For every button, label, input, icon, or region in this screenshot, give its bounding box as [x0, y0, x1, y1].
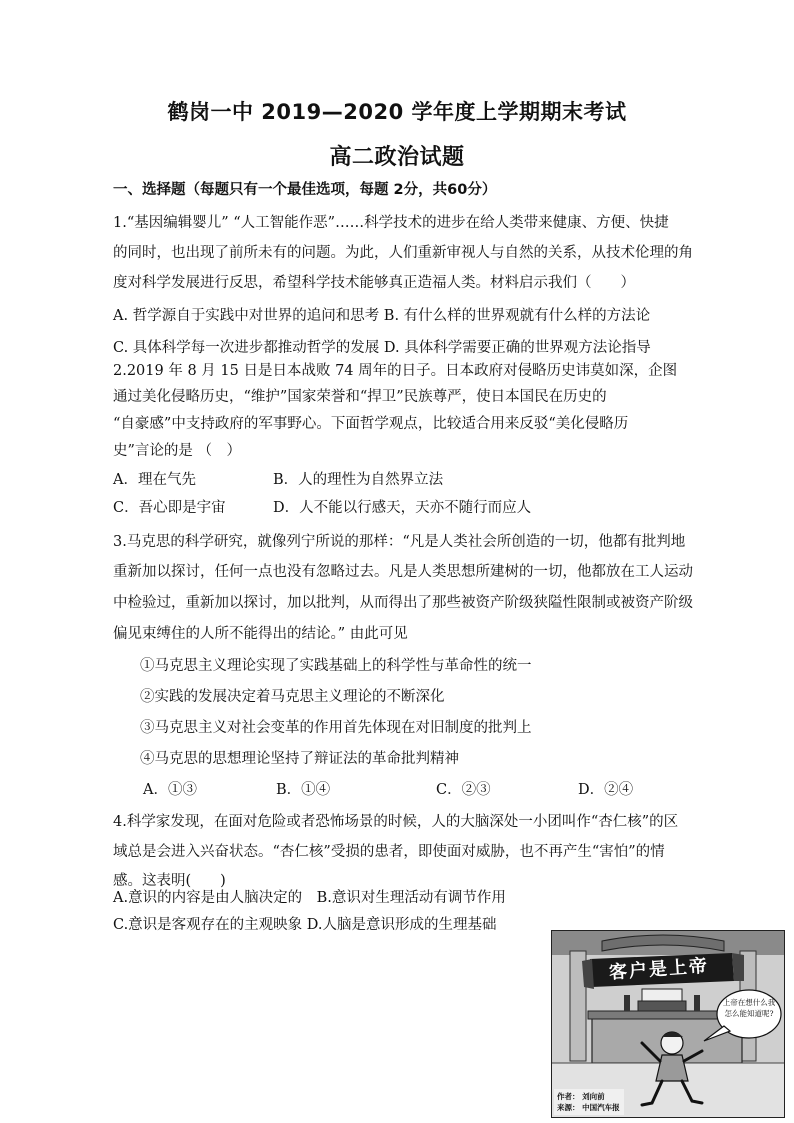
q1-option: C. 具体科学每一次进步都推动哲学的发展 D. 具体科学需要正确的世界观方法论指导: [113, 340, 651, 356]
exam-subtitle: 高二政治试题: [329, 145, 465, 170]
q4-option: C.意识是客观存在的主观映象 D.人脑是意识形成的生理基础: [113, 917, 497, 933]
q3-line: 重新加以探讨，任何一点也没有忽略过去。凡是人类思想所建树的一切，他都放在工人运动: [113, 564, 693, 580]
q2-line: “自豪感”中支持政府的军事野心。下面哲学观点，比较适合用来反驳“美化侵略历: [113, 416, 629, 432]
exam-title: 鹤岗一中 2019—2020 学年度上学期期末考试: [167, 100, 627, 124]
q1-line: 的同时，也出现了前所未有的问题。为此，人们重新审视人与自然的关系，从技术伦理的角: [113, 245, 693, 261]
cartoon-source: 来源： 中国汽车报: [557, 1103, 620, 1112]
q3-line: 中检验过，重新加以探讨，加以批判，从而得出了那些被资产阶级狭隘性限制或被资产阶级: [113, 595, 693, 611]
cartoon-banner: 客户是上帝: [608, 955, 710, 984]
q3-statement: ①马克思主义理论实现了实践基础上的科学性与革命性的统一: [140, 658, 532, 674]
q2-option-b: B．人的理性为自然界立法: [273, 472, 444, 488]
q3-line: 偏见束缚住的人所不能得出的结论。” 由此可见: [113, 626, 408, 642]
q3-statement: ②实践的发展决定着马克思主义理论的不断深化: [140, 689, 445, 705]
q4-option: A.意识的内容是由人脑决定的 B.意识对生理活动有调节作用: [113, 890, 506, 906]
q1-line: 度对科学发展进行反思，希望科学技术能够真正造福人类。材料启示我们（ ）: [113, 275, 635, 291]
q2-option-a: A．理在气先: [113, 472, 196, 488]
q2-line: 史”言论的是 （ ）: [113, 443, 242, 459]
cartoon-image: [551, 930, 785, 1118]
q2-option-c: C．吾心即是宇宙: [113, 500, 226, 516]
cartoon-author: 作者： 刘向前: [557, 1092, 605, 1101]
q1-option: A. 哲学源自于实践中对世界的追问和思考 B. 有什么样的世界观就有什么样的方法论: [113, 308, 651, 324]
cartoon-speech-bubble: 上帝在想什么我怎么能知道呢?: [722, 998, 776, 1018]
q3-option-c: C．②③: [436, 782, 491, 798]
q4-line: 域总是会进入兴奋状态。“杏仁核”受损的患者，即使面对威胁，也不再产生“害怕”的情: [113, 844, 665, 860]
q1-line: 1.“基因编辑婴儿” “人工智能作恶”……科学技术的进步在给人类带来健康、方便、快捷: [113, 215, 669, 231]
q2-line: 2.2019 年 8 月 15 日是日本战败 74 周年的日子。日本政府对侵略历史讳莫如深，企图: [113, 363, 678, 379]
q3-option-d: D．②④: [578, 782, 634, 798]
section-heading: 一、选择题（每题只有一个最佳选项，每题 2分，共60分）: [113, 182, 497, 198]
q3-option-a: A．①③: [143, 782, 197, 798]
q4-line: 感。这表明( ): [113, 873, 226, 889]
q2-line: 通过美化侵略历史，“维护”国家荣誉和“捍卫”民族尊严，使日本国民在历史的: [113, 389, 607, 405]
q4-line: 4.科学家发现，在面对危险或者恐怖场景的时候，人的大脑深处一小团叫作“杏仁核”的区: [113, 814, 679, 830]
q3-statement: ④马克思的思想理论坚持了辩证法的革命批判精神: [140, 751, 459, 767]
q3-statement: ③马克思主义对社会变革的作用首先体现在对旧制度的批判上: [140, 720, 532, 736]
q3-line: 3.马克思的科学研究，就像列宁所说的那样：“凡是人类社会所创造的一切，他都有批判地: [113, 534, 686, 550]
q2-option-d: D．人不能以行感天，天亦不随行而应人: [273, 500, 532, 516]
q3-option-b: B．①④: [276, 782, 331, 798]
